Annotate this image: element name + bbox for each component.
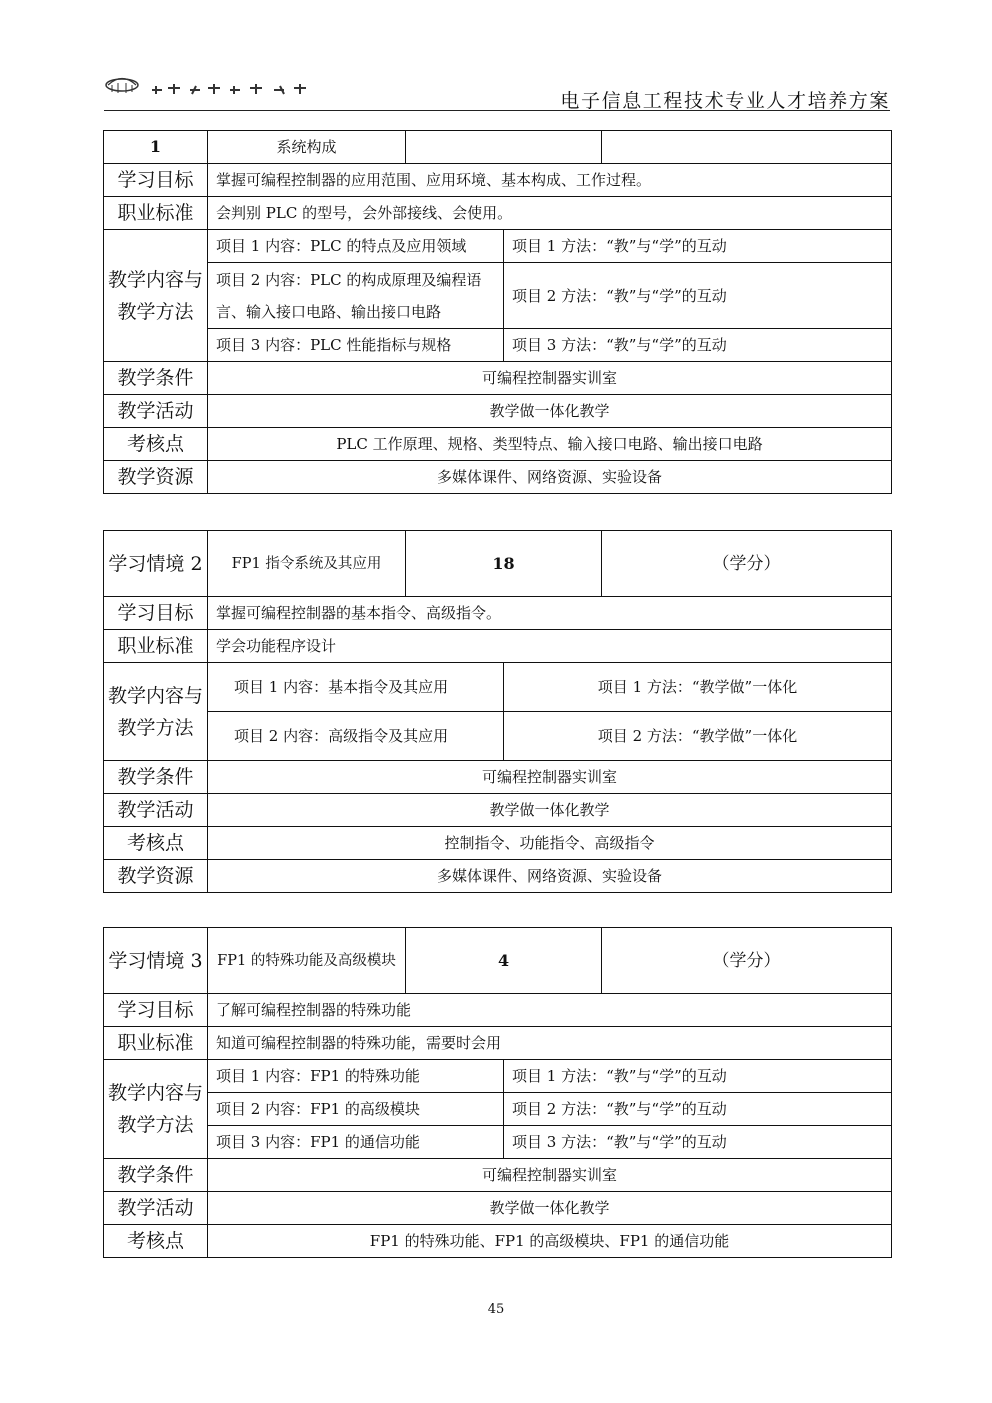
credits-cell <box>602 131 892 164</box>
item-content: 项目 1 内容：PLC 的特点及应用领域 <box>208 230 504 263</box>
standard-value: 知道可编程控制器的特殊功能，需要时会用 <box>208 1027 892 1060</box>
goal-value: 掌握可编程控制器的基本指令、高级指令。 <box>208 597 892 630</box>
resources-label: 教学资源 <box>104 860 208 893</box>
hours-cell: 18 <box>406 531 602 597</box>
activity-value: 教学做一体化教学 <box>208 395 892 428</box>
item-content: 项目 2 内容：FP1 的高级模块 <box>208 1093 504 1126</box>
content-method-label: 教学内容与教学方法 <box>104 1060 208 1159</box>
resources-label: 教学资源 <box>104 461 208 494</box>
page-header <box>104 68 890 111</box>
goal-label: 学习目标 <box>104 597 208 630</box>
item-content: 项目 3 内容：FP1 的通信功能 <box>208 1126 504 1159</box>
situation-name: FP1 的特殊功能及高级模块 <box>208 928 406 994</box>
resources-value: 多媒体课件、网络资源、实验设备 <box>208 461 892 494</box>
conditions-value: 可编程控制器实训室 <box>208 761 892 794</box>
goal-label: 学习目标 <box>104 994 208 1027</box>
situation-number: 1 <box>104 131 208 164</box>
situation-name: 系统构成 <box>208 131 406 164</box>
learning-situation-table-2 <box>103 530 892 893</box>
conditions-label: 教学条件 <box>104 761 208 794</box>
goal-label: 学习目标 <box>104 164 208 197</box>
goal-value: 掌握可编程控制器的应用范围、应用环境、基本构成、工作过程。 <box>208 164 892 197</box>
item-method: 项目 3 方法：“教”与“学”的互动 <box>504 329 892 362</box>
credits-cell: （学分） <box>602 928 892 994</box>
situation-label: 学习情境 2 <box>104 531 208 597</box>
item-content: 项目 1 内容：基本指令及其应用 <box>208 663 504 712</box>
situation-name: FP1 指令系统及其应用 <box>208 531 406 597</box>
item-content: 项目 1 内容：FP1 的特殊功能 <box>208 1060 504 1093</box>
activity-label: 教学活动 <box>104 1192 208 1225</box>
hours-cell <box>406 131 602 164</box>
standard-value: 会判别 PLC 的型号，会外部接线、会使用。 <box>208 197 892 230</box>
assessment-label: 考核点 <box>104 1225 208 1258</box>
activity-label: 教学活动 <box>104 395 208 428</box>
assessment-label: 考核点 <box>104 428 208 461</box>
conditions-value: 可编程控制器实训室 <box>208 1159 892 1192</box>
item-method: 项目 2 方法：“教”与“学”的互动 <box>504 1093 892 1126</box>
item-method: 项目 2 方法：“教”与“学”的互动 <box>504 263 892 329</box>
standard-label: 职业标准 <box>104 1027 208 1060</box>
standard-value: 学会功能程序设计 <box>208 630 892 663</box>
assessment-value: 控制指令、功能指令、高级指令 <box>208 827 892 860</box>
item-method: 项目 3 方法：“教”与“学”的互动 <box>504 1126 892 1159</box>
resources-value: 多媒体课件、网络资源、实验设备 <box>208 860 892 893</box>
assessment-value: PLC 工作原理、规格、类型特点、输入接口电路、输出接口电路 <box>208 428 892 461</box>
assessment-label: 考核点 <box>104 827 208 860</box>
institution-logo-icon <box>104 72 324 98</box>
item-method: 项目 1 方法：“教学做”一体化 <box>504 663 892 712</box>
conditions-label: 教学条件 <box>104 362 208 395</box>
activity-value: 教学做一体化教学 <box>208 794 892 827</box>
item-method: 项目 2 方法：“教学做”一体化 <box>504 712 892 761</box>
activity-value: 教学做一体化教学 <box>208 1192 892 1225</box>
learning-situation-table-3 <box>103 927 892 1258</box>
standard-label: 职业标准 <box>104 630 208 663</box>
activity-label: 教学活动 <box>104 794 208 827</box>
content-method-label: 教学内容与教学方法 <box>104 663 208 761</box>
conditions-value: 可编程控制器实训室 <box>208 362 892 395</box>
item-content: 项目 3 内容：PLC 性能指标与规格 <box>208 329 504 362</box>
standard-label: 职业标准 <box>104 197 208 230</box>
assessment-value: FP1 的特殊功能、FP1 的高级模块、FP1 的通信功能 <box>208 1225 892 1258</box>
page-number: 45 <box>487 1302 505 1317</box>
item-content: 项目 2 内容：高级指令及其应用 <box>208 712 504 761</box>
conditions-label: 教学条件 <box>104 1159 208 1192</box>
situation-label: 学习情境 3 <box>104 928 208 994</box>
goal-value: 了解可编程控制器的特殊功能 <box>208 994 892 1027</box>
item-method: 项目 1 方法：“教”与“学”的互动 <box>504 230 892 263</box>
learning-situation-table-1 <box>103 130 892 494</box>
credits-cell: （学分） <box>602 531 892 597</box>
document-title: 电子信息工程技术专业人才培养方案 <box>560 90 890 112</box>
item-content: 项目 2 内容：PLC 的构成原理及编程语言、输入接口电路、输出接口电路 <box>208 263 504 329</box>
content-method-label: 教学内容与教学方法 <box>104 230 208 362</box>
hours-cell: 4 <box>406 928 602 994</box>
item-method: 项目 1 方法：“教”与“学”的互动 <box>504 1060 892 1093</box>
